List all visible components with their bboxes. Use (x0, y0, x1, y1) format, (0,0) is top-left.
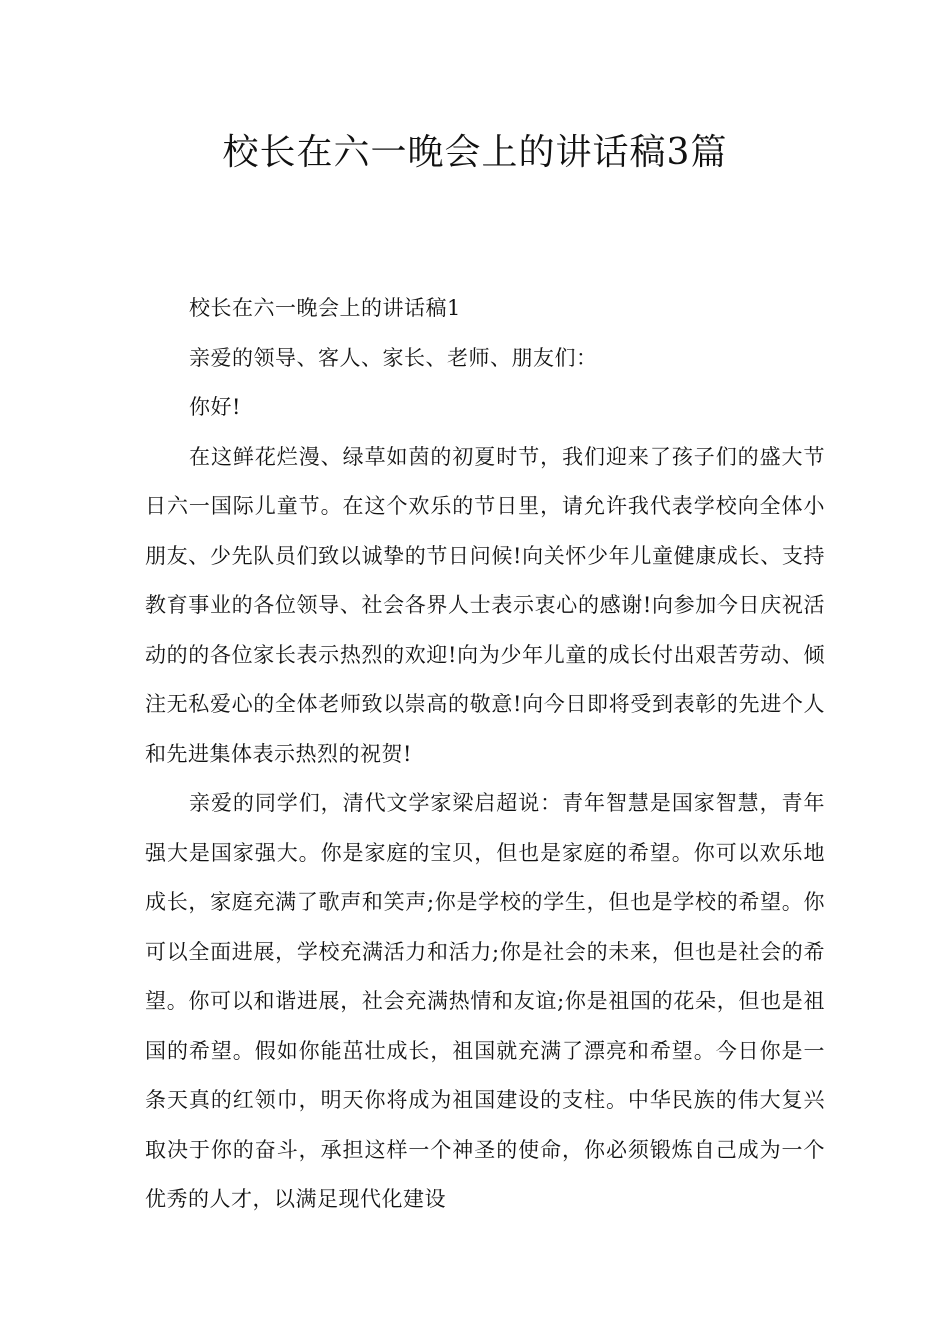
paragraph-students: 亲爱的同学们，清代文学家梁启超说：青年智慧是国家智慧，青年强大是国家强大。你是家庭的宝贝，但也是家庭的希望。你可以欢乐地成长，家庭充满了歌声和笑声;你是学校的学生，但也是学校的希望。你可以全面进展，学校充满活力和活力;你是社会的未来，但也是社会的希望。你可以和谐进展，社会充满热情和友谊;你是祖国的花朵，但也是祖国的希望。假如你能茁壮成长，祖国就充满了漂亮和希望。今日你是一条天真的红领巾，明天你将成为祖国建设的支柱。中华民族的伟大复兴取决于你的奋斗，承担这样一个神圣的使命，你必须锻炼自己成为一个优秀的人才，以满足现代化建设 (145, 791, 825, 1211)
salutation: 亲爱的领导、客人、家长、老师、朋友们： (189, 345, 598, 370)
paragraph-opening: 在这鲜花烂漫、绿草如茵的初夏时节，我们迎来了孩子们的盛大节日六一国际儿童节。在这个欢乐的节日里，请允许我代表学校向全体小朋友、少先队员们致以诚挚的节日问候!向关怀少年儿童健康成长、支持教育事业的各位领导、社会各界人士表示衷心的感谢!向参加今日庆祝活动的的各位家长表示热烈的欢迎!向为少年儿童的成长付出艰苦劳动、倾注无私爱心的全体老师致以崇高的敬意!向今日即将受到表彰的先进个人和先进集体表示热烈的祝贺! (145, 444, 825, 766)
greeting: 你好! (189, 395, 241, 419)
speech-heading: 校长在六一晚会上的讲话稿1 (189, 296, 461, 320)
document-body (145, 284, 825, 1225)
document-title: 校长在六一晚会上的讲话稿3篇 (222, 132, 728, 173)
